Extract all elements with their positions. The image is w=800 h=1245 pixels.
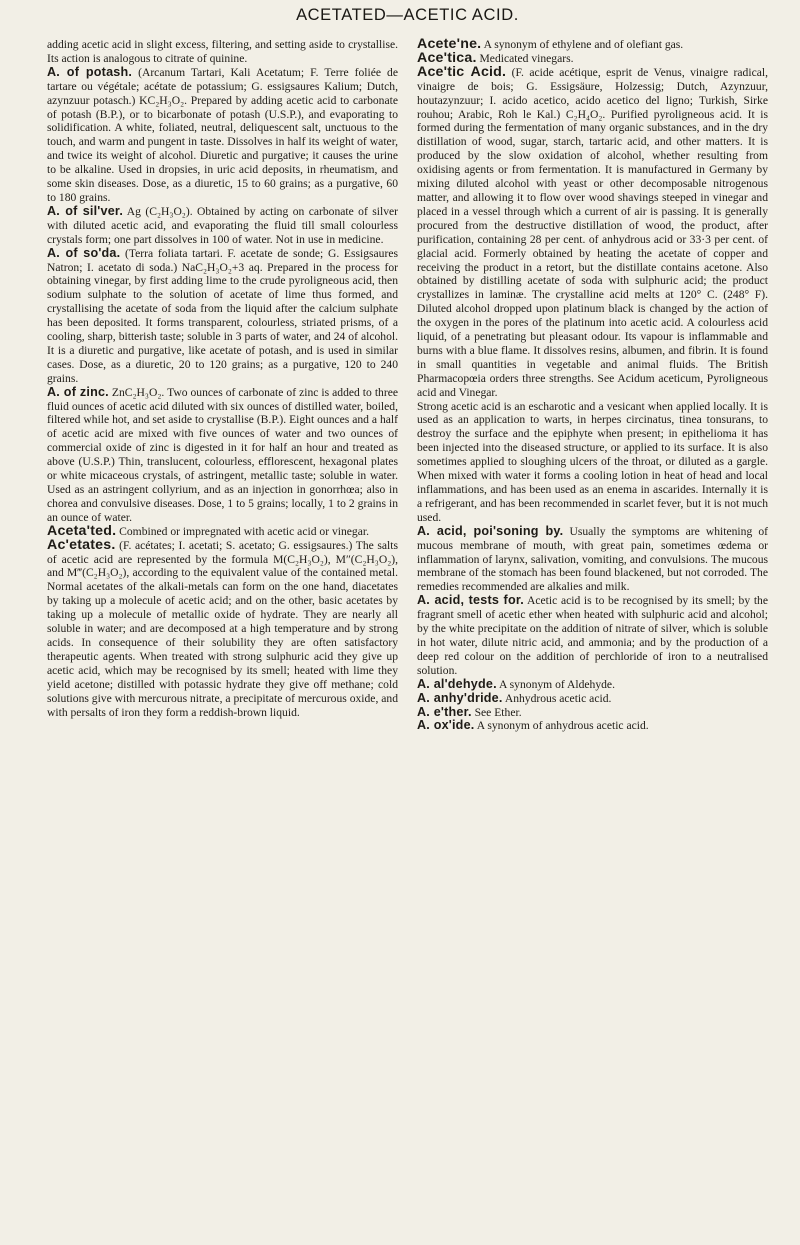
sub-entry xyxy=(417,594,768,677)
paragraph-text: adding acetic acid in slight excess, filtering, and setting aside to crystallise. Its action is analogous to citrate of quinine. xyxy=(47,38,398,65)
left-column xyxy=(47,38,398,733)
sub-entry xyxy=(47,66,398,205)
entry-headword: Ac'etates. xyxy=(47,536,116,553)
entry-headword: A. acid, tests for. xyxy=(417,593,524,608)
entry-body: A synonym of ethylene and of olefiant gas. xyxy=(481,38,684,51)
entry-body: See Ether. xyxy=(471,705,522,719)
entry-headword: A. of zinc. xyxy=(47,384,109,399)
entry-body: ZnC₂H₃O₂. Two ounces of carbonate of zinc is added to three fluid ounces of acetic acid diluted with six ounces of distilled water, boiled, filtered while hot, and set aside to crystallise (B.P.). Eight ounces and a half of acetic acid are mixed with five ounces of water and two ounces of commercial oxide of zinc is digested in it for half an hour and treated as above (U.S.P.) Thin, translucent, colourless, efflorescent, hexagonal plates or white micaceous crystals, of astringent, metallic taste; soluble in water. Used as an astringent collyrium, and as an injection in gonorrhœa; also in chorea and convulsive diseases. Dose, 1 to 5 grains; locally, 1 to 2 grains in an ounce of water. xyxy=(47,385,399,524)
entry-headword: Ace'tic Acid. xyxy=(417,63,507,80)
entry-headword: A. al'dehyde. xyxy=(417,676,497,691)
continuation-paragraph xyxy=(47,38,398,66)
sub-entry xyxy=(417,706,768,720)
sub-entry xyxy=(417,678,768,692)
text-columns xyxy=(47,38,768,733)
entry-body: (Arcanum Tartari, Kali Acetatum; F. Terre foliée de tartare ou végétale; acétate de potassium; G. essigsaures Kalium; Dutch, azynzuur potasch.) KC₂H₃O₂. Prepared by adding acetic acid to carbonate of potash (B.P.), or to bicarbonate of potash (U.S.P.), and evaporating to solidification. A white, foliated, neutral, deliquescent salt, unctuous to the touch, and warm and pungent in taste. Dissolves in half its weight of water, and twice its weight of alcohol. Diuretic and purgative; it causes the urine to be alkaline. Used in dropsies, in uric acid deposits, in rheumatism, and some skin diseases. Dose, as a diuretic, 15 to 60 grains; as a purgative, 60 to 180 grains. xyxy=(47,65,398,204)
dictionary-entry xyxy=(417,63,768,400)
entry-headword: A. anhy'dride. xyxy=(417,690,503,705)
sub-entry xyxy=(47,386,398,525)
entry-body: Acetic acid is to be recognised by its smell; by the fragrant smell of acetic ether when heated with sulphuric acid and alcohol; by the white precipitate on the addition of nitrate of silver, which is soluble in hot water, dilute nitric acid, and ammonia; and by the production of a deep red colour on the addition of perchloride of iron to a neutralised solution. xyxy=(417,594,768,677)
entry-headword: Acete'ne. xyxy=(417,36,482,52)
entry-body: Medicated vinegars. xyxy=(476,51,574,65)
entry-headword: A. of sil'ver. xyxy=(47,203,124,218)
right-column xyxy=(417,38,768,733)
sub-entry xyxy=(417,719,768,733)
sub-entry xyxy=(417,525,768,595)
entry-body: Anhydrous acetic acid. xyxy=(502,691,612,705)
entry-headword: Aceta'ted. xyxy=(47,522,117,539)
entry-headword: A. e'ther. xyxy=(417,704,472,719)
sub-entry xyxy=(417,692,768,706)
dictionary-entry xyxy=(47,536,398,720)
entry-body: (Terra foliata tartari. F. acetate de sonde; G. Essigsaures Natron; I. acetato di soda.) NaC₂H₃O₂+3 aq. Prepared in the process for obtaining vinegar, by first adding lime to the crude pyroligneous acid, then sodium sulphate to the solution of acetate of lime thus formed, and crystallising the acetate of soda from the liquid after the calcium sulphate has been deposited. It forms transparent, colourless, striated prisms, of a cooling, sharp, bitterish taste; soluble in 3 parts of water, and 24 of alcohol. It is a diuretic and purgative, like acetate of potash, and is used in similar cases. Dose, as a diuretic, 20 to 120 grains; as a purgative, 120 to 240 grains. xyxy=(47,246,399,385)
entry-headword: A. acid, poi'soning by. xyxy=(417,523,564,538)
entry-headword: A. ox'ide. xyxy=(417,718,475,733)
entry-body: Ag (C₂H₃O₂). Obtained by acting on carbonate of silver with diluted acetic acid, and evaporating the fluid till small colourless crystals form; one part dissolves in 100 of water. Not in use in medicine. xyxy=(47,204,398,246)
entry-body: A synonym of anhydrous acetic acid. xyxy=(474,719,649,733)
sub-entry xyxy=(47,205,398,247)
entry-body: Usually the symptoms are whitening of mucous membrane of mouth, with great pain, sometimes œdema or inflammation of larynx, salivation, vomiting, and convulsions. The mucous membrane of the stomach has been found blackened, but not corroded. The remedies recommended are alkalies and milk. xyxy=(417,524,768,594)
entry-body: A synonym of Aldehyde. xyxy=(496,677,615,691)
entry-body: Combined or impregnated with acetic acid or vinegar. xyxy=(116,524,369,538)
entry-headword: Ace'tica. xyxy=(417,49,477,66)
continuation-paragraph xyxy=(417,400,768,525)
paragraph-text: Strong acetic acid is an escharotic and a vesicant when applied locally. It is used as an application to warts, in herpes circinatus, tinea tonsurans, to destroy the surface and the epiphyte when present; in epithelioma it has been injected into the diseased structure, or applied to its surface. It is also sometimes applied to sloughing ulcers of the throat, or diluted as a gargle. When mixed with water it forms a cooling lotion in heat of head and local inflammations, and has been used as an enema in ascarides. Internally it is a refrigerant, and has been recommended in scarlet fever, but it is not much used. xyxy=(417,399,768,524)
sub-entry xyxy=(47,247,398,386)
entry-body: (F. acétates; I. acetati; S. acetato; G. essigsaures.) The salts of acetic acid are represented by the formula M(C₂H₃O₂), M″(C₂H₃O₂), and M‴(C₂H₃O₂), according to the equivalent value of the contained metal. Normal acetates of the alkali-metals can form on the one hand, diacetates by taking up a molecule of acetic acid; and on the other, basic acetates by taking up a molecule of metallic oxide of hydrate. They are nearly all soluble in water; and are decomposed at a high temperature and by strong acids. In consequence of their solubility they are often satisfactory therapeutic agents. When treated with strong sulphuric acid they give up acetic acid, which may be recognised by its smell; heated with lime they yield acetone; distilled with potassic hydrate they give off methane; cold solutions give with mercurous nitrate, a precipitate of mercurous oxide, and with persalts of iron they form a reddish-brown liquid. xyxy=(47,538,398,719)
running-header: ACETATED—ACETIC ACID. xyxy=(296,6,519,24)
entry-headword: A. of so'da. xyxy=(47,245,121,260)
entry-body: (F. acide acétique, esprit de Venus, vinaigre radical, vinaigre de bois; G. Essigsäure, Holzessig; Dutch, Azynzuur, houtazynzuur; I. acido acetico, acido acetico del ligno; Turkish, Sirke rouhou; Arabic, Roh le Kal.) C₂H₄O₂. Purified pyroligneous acid. It is formed during the fermentation of many organic substances, and in the dry distillation of wood, sugar, starch, tartaric acid, and other matters. It is produced by the slow oxidation of alcohol, whether resulting from oxidising agents or from fermentation. It is manufactured in Germany by mixing diluted alcohol with yeast or other decomposable nitrogenous matter, and allowing it to flow over wood shavings steeped in vinegar and placed in a vessel through which a current of air is passing. It is generally procured from the destructive distillation of wood, the product, after purification, containing 28 per cent. of anhydrous acid or 33·3 per cent. of glacial acid. Formerly obtained by heating the acetate of copper and receiving the product in a retort, but the distillate contains acetone. Also obtained by distilling acetate of soda with sulphuric acid; the product crystallizes in laminæ. The crystalline acid melts at 120° C. (248° F). Diluted alcohol dropped upon platinum black is changed by the action of the oxygen in the pores of the platinum into acetic acid. A colourless acid liquid, of a penetrating but pleasant odour. Its vapour is inflammable and burns with a blue flame. It dissolves resins, albumen, and fibrin. It is found in small quantities in vegetable and animal fluids. The British Pharmacopœia orders three strengths. See Acidum aceticum, Pyroligneous acid and Vinegar. xyxy=(417,65,768,399)
entry-headword: A. of potash. xyxy=(47,64,133,79)
